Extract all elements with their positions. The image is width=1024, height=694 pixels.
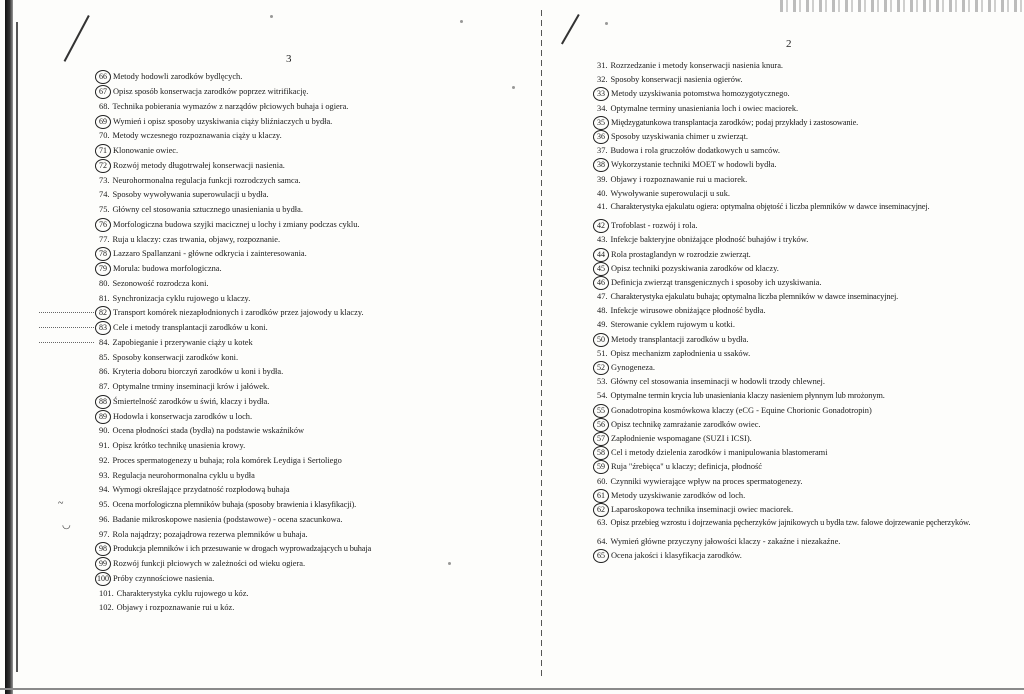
- question-item: [597, 59, 1017, 73]
- question-text: Ruja "źrebięca" u klaczy; definicja, płodność: [611, 462, 763, 472]
- question-text: Opisz mechanizm zapłodnienia u ssaków.: [610, 348, 751, 358]
- question-item: [99, 336, 537, 351]
- circled-question-number: 56: [593, 418, 609, 432]
- question-number: 75.: [99, 205, 110, 215]
- question-item: [597, 489, 1017, 503]
- circled-question-number: 67: [95, 85, 111, 99]
- question-item: [99, 601, 537, 616]
- circled-question-number: 79: [95, 262, 111, 276]
- circled-question-number: 42: [593, 219, 609, 233]
- question-item: [597, 474, 1017, 488]
- question-text: Rola najądrzy; pozajądrowa rezerwa plemników u buhaja.: [112, 529, 308, 539]
- question-item: [99, 454, 537, 469]
- circled-question-number: 76: [95, 218, 111, 232]
- question-text: Śmiertelność zarodków u świń, klaczy i bydła.: [113, 396, 270, 406]
- question-number: 32.: [597, 75, 608, 85]
- question-item: [597, 535, 1017, 549]
- scan-speck: [512, 86, 515, 89]
- question-text: Lazzaro Spallanzani - główne odkrycia i zainteresowania.: [113, 249, 307, 259]
- question-number: 41.: [597, 201, 608, 211]
- question-item: [99, 321, 537, 336]
- question-item: [597, 144, 1017, 158]
- question-item: [99, 114, 537, 129]
- question-text: Charakterystyka cyklu rujowego u kóz.: [116, 588, 249, 598]
- question-item: [597, 116, 1017, 130]
- question-item: [99, 159, 537, 174]
- circled-question-number: 62: [593, 503, 609, 517]
- question-item: [597, 187, 1017, 201]
- question-item: [597, 517, 1017, 535]
- circled-question-number: 36: [593, 130, 609, 144]
- page-number-right: 2: [786, 38, 792, 50]
- question-text: Proces spermatogenezy u buhaja; rola komórek Leydiga i Sertoliego: [112, 455, 342, 465]
- question-number: 95.: [99, 500, 110, 510]
- question-text: Infekcje bakteryjne obniżające płodność buhajów i tryków.: [610, 235, 809, 245]
- scan-noise: [780, 0, 1024, 12]
- margin-mark: ◡: [62, 520, 71, 531]
- question-text: Budowa i rola gruczołów dodatkowych u samców.: [610, 146, 780, 156]
- question-item: [597, 318, 1017, 332]
- question-item: [597, 201, 1017, 219]
- question-number: 60.: [597, 476, 608, 486]
- scan-speck: [460, 20, 463, 23]
- question-text: Główny cel stosowania sztucznego unasieniania u bydła.: [112, 205, 303, 215]
- question-item: [597, 549, 1017, 563]
- margin-dotted-mark: [39, 342, 94, 343]
- question-item: [99, 395, 537, 410]
- question-number: 86.: [99, 367, 110, 377]
- question-item: [99, 203, 537, 218]
- question-number: 47.: [597, 292, 608, 302]
- question-text: Opisz technikę zamrażanie zarodków owiec.: [611, 419, 761, 429]
- binding-line: [16, 22, 18, 672]
- circled-question-number: 46: [593, 276, 609, 290]
- question-item: [597, 333, 1017, 347]
- question-text: Sposoby konserwacji nasienia ogierów.: [610, 75, 743, 85]
- question-number: 68.: [99, 101, 110, 111]
- circled-question-number: 83: [95, 321, 111, 335]
- question-text: Główny cel stosowania inseminacji w hodowli trzody chlewnej.: [610, 377, 825, 387]
- question-number: 51.: [597, 348, 608, 358]
- question-item: [597, 130, 1017, 144]
- question-item: [597, 87, 1017, 101]
- question-text: Synchronizacja cyklu rujowego u klaczy.: [112, 293, 251, 303]
- question-text: Technika pobierania wymazów z narządów płciowych buhaja i ogiera.: [112, 101, 349, 111]
- question-item: [597, 262, 1017, 276]
- question-text: Morula: budowa morfologiczna.: [113, 264, 222, 274]
- question-number: 40.: [597, 188, 608, 198]
- question-text: Laparoskopowa technika inseminacji owiec maciorek.: [611, 504, 794, 514]
- question-text: Opisz sposób konserwacja zarodków poprzez witrifikację.: [113, 87, 309, 97]
- scan-speck: [270, 15, 273, 18]
- circled-question-number: 100: [95, 572, 111, 586]
- pen-mark: [561, 14, 579, 44]
- circled-question-number: 59: [593, 460, 609, 474]
- scan-speck: [448, 562, 451, 565]
- question-number: 34.: [597, 103, 608, 113]
- page-gutter: [541, 10, 542, 680]
- question-text: Metody hodowli zarodków bydlęcych.: [113, 72, 243, 82]
- question-text: Rozrzedzanie i metody konserwacji nasienia knura.: [610, 61, 784, 71]
- question-item: [99, 129, 537, 144]
- circled-question-number: 71: [95, 144, 111, 158]
- question-number: 54.: [597, 391, 608, 401]
- question-item: [99, 232, 537, 247]
- page-bottom-edge: [0, 688, 1024, 690]
- pen-mark: [64, 15, 90, 62]
- question-item: [99, 306, 537, 321]
- question-text: Próby czynnościowe nasienia.: [113, 573, 215, 583]
- question-item: [99, 557, 537, 572]
- question-item: [597, 361, 1017, 375]
- circled-question-number: 88: [95, 395, 111, 409]
- circled-question-number: 38: [593, 158, 609, 172]
- question-text: Optymalne terminy unasieniania loch i owiec maciorek.: [610, 103, 799, 113]
- question-item: [99, 439, 537, 454]
- question-text: Badanie mikroskopowe nasienia (podstawowe) - ocena szacunkowa.: [112, 514, 343, 524]
- question-number: 90.: [99, 426, 110, 436]
- question-text: Cele i metody transplantacji zarodków u koni.: [113, 323, 268, 333]
- question-text: Ocena płodności stada (bydła) na podstawie wskaźników: [112, 426, 305, 436]
- question-text: Ruja u klaczy: czas trwania, objawy, rozpoznanie.: [112, 234, 281, 244]
- question-text: Międzygatunkowa transplantacja zarodków; podaj przykłady i zastosowanie.: [611, 117, 859, 127]
- question-text: Sposoby uzyskiwania chimer u zwierząt.: [611, 132, 748, 142]
- question-item: [99, 85, 537, 100]
- circled-question-number: 82: [95, 306, 111, 320]
- question-text: Ocena jakości i klasyfikacja zarodków.: [611, 551, 742, 561]
- question-item: [597, 446, 1017, 460]
- question-text: Hodowla i konserwacja zarodków u loch.: [113, 411, 253, 421]
- question-item: [99, 513, 537, 528]
- question-number: 64.: [597, 537, 608, 547]
- question-item: [99, 291, 537, 306]
- question-number: 93.: [99, 470, 110, 480]
- question-text: Optymalne termin krycia lub unasieniania klaczy nasieniem płynnym lub mrożonym.: [610, 391, 885, 401]
- question-text: Objawy i rozpoznawanie rui u maciorek.: [610, 174, 748, 184]
- question-text: Rozwój funkcji płciowych w zależności od wieku ogiera.: [113, 559, 306, 569]
- question-item: [99, 247, 537, 262]
- question-item: [597, 102, 1017, 116]
- question-item: [99, 144, 537, 159]
- question-item: [597, 290, 1017, 304]
- question-list-right: [597, 59, 1017, 564]
- question-item: [597, 432, 1017, 446]
- question-text: Sposoby wywoływania superowulacji u bydła.: [112, 190, 269, 200]
- question-text: Charakterystyka ejakulatu buhaja; optymalna liczba plemników w dawce inseminacyjnej.: [610, 292, 899, 302]
- question-item: [99, 527, 537, 542]
- circled-question-number: 78: [95, 247, 111, 261]
- question-item: [597, 158, 1017, 172]
- question-number: 97.: [99, 529, 110, 539]
- question-item: [597, 460, 1017, 474]
- question-number: 48.: [597, 306, 608, 316]
- question-number: 102.: [99, 603, 114, 613]
- question-text: Neurohormonalna regulacja funkcji rozrodczych samca.: [112, 175, 301, 185]
- circled-question-number: 65: [593, 549, 609, 563]
- circled-question-number: 35: [593, 116, 609, 130]
- circled-question-number: 52: [593, 361, 609, 375]
- circled-question-number: 99: [95, 557, 111, 571]
- question-item: [597, 418, 1017, 432]
- question-item: [99, 188, 537, 203]
- circled-question-number: 55: [593, 404, 609, 418]
- circled-question-number: 66: [95, 70, 111, 84]
- question-item: [597, 375, 1017, 389]
- question-item: [597, 503, 1017, 517]
- question-text: Optymalne trminy inseminacji krów i jałówek.: [112, 382, 270, 392]
- circled-question-number: 33: [593, 87, 609, 101]
- circled-question-number: 58: [593, 446, 609, 460]
- question-item: [99, 572, 537, 587]
- question-text: Infekcje wirusowe obniżające płodność bydła.: [610, 306, 766, 316]
- question-item: [597, 233, 1017, 247]
- question-number: 87.: [99, 382, 110, 392]
- question-text: Cel i metody dzielenia zarodków i manipulowania blastomerami: [611, 448, 828, 458]
- question-text: Zapłodnienie wspomagane (SUZI i ICSI).: [611, 433, 752, 443]
- circled-question-number: 98: [95, 542, 111, 556]
- question-item: [597, 276, 1017, 290]
- question-text: Wymień i opisz sposoby uzyskiwania ciąży bliźniaczych u bydła.: [113, 116, 333, 126]
- scan-speck: [605, 22, 608, 25]
- question-item: [99, 350, 537, 365]
- question-text: Charakterystyka ejakulatu ogiera: optymalna objętość i liczba plemników w dawce inseminacyjnej.: [610, 201, 930, 211]
- question-item: [99, 173, 537, 188]
- question-item: [99, 483, 537, 498]
- question-text: Opisz krótko technikę unasienia krowy.: [112, 441, 246, 451]
- binding-shadow: [5, 0, 13, 694]
- question-item: [597, 173, 1017, 187]
- question-number: 81.: [99, 293, 110, 303]
- question-text: Czynniki wywierające wpływ na proces spermatogenezy.: [610, 476, 803, 486]
- question-text: Gynogeneza.: [611, 363, 655, 373]
- question-text: Objawy i rozpoznawanie rui u kóz.: [116, 603, 235, 613]
- margin-dotted-mark: [39, 312, 94, 313]
- question-number: 63.: [597, 518, 608, 527]
- question-number: 74.: [99, 190, 110, 200]
- circled-question-number: 45: [593, 262, 609, 276]
- question-number: 31.: [597, 61, 608, 71]
- question-item: [597, 73, 1017, 87]
- question-item: [99, 498, 537, 513]
- question-item: [597, 404, 1017, 418]
- question-number: 37.: [597, 146, 608, 156]
- question-number: 85.: [99, 352, 110, 362]
- question-text: Metody uzyskiwanie zarodków od loch.: [611, 490, 746, 500]
- circled-question-number: 69: [95, 115, 111, 129]
- question-text: Wymogi określające przydatność rozpłodową buhaja: [112, 485, 290, 495]
- question-item: [99, 424, 537, 439]
- question-text: Produkcja plemników i ich przesuwanie w drogach wyprowadzających u buhaja: [113, 544, 372, 554]
- question-item: [99, 542, 537, 557]
- question-text: Zapobieganie i przerywanie ciąży u kotek: [112, 337, 253, 347]
- question-number: 43.: [597, 235, 608, 245]
- margin-mark: ~: [58, 498, 64, 509]
- question-number: 80.: [99, 278, 110, 288]
- question-text: Rozwój metody długotrwałej konserwacji nasienia.: [113, 160, 285, 170]
- question-item: [597, 219, 1017, 233]
- page-number-left: 3: [286, 53, 292, 65]
- question-list-left: [99, 70, 537, 616]
- question-text: Klonowanie owiec.: [113, 146, 179, 156]
- question-text: Opisz techniki pozyskiwania zarodków od klaczy.: [611, 263, 779, 273]
- question-text: Metody wczesnego rozpoznawania ciąży u klaczy.: [112, 131, 282, 141]
- question-number: 94.: [99, 485, 110, 495]
- question-number: 53.: [597, 377, 608, 387]
- question-number: 77.: [99, 234, 110, 244]
- question-text: Gonadotropina kosmówkowa klaczy (eCG - Equine Chorionic Gonadotropin): [611, 405, 872, 415]
- question-number: 73.: [99, 175, 110, 185]
- circled-question-number: 50: [593, 333, 609, 347]
- question-item: [99, 100, 537, 115]
- question-text: Wymień główne przyczyny jałowości klaczy - zakaźne i niezakaźne.: [610, 537, 841, 547]
- question-number: 70.: [99, 131, 110, 141]
- question-text: Transport komórek niezapłodnionych i zarodków przez jajowody u klaczy.: [113, 308, 364, 318]
- question-number: 96.: [99, 514, 110, 524]
- question-text: Trofoblast - rozwój i rola.: [611, 221, 698, 231]
- question-text: Ocena morfologiczna plemników buhaja (sposoby brawienia i klasyfikacji).: [112, 500, 357, 510]
- question-item: [99, 409, 537, 424]
- question-number: 92.: [99, 455, 110, 465]
- question-number: 91.: [99, 441, 110, 451]
- question-number: 84.: [99, 337, 110, 347]
- question-number: 49.: [597, 320, 608, 330]
- question-text: Kryteria doboru biorczyń zarodków u koni i bydła.: [112, 367, 284, 377]
- question-number: 101.: [99, 588, 114, 598]
- question-item: [99, 380, 537, 395]
- question-item: [597, 347, 1017, 361]
- question-text: Opisz przebieg wzrostu i dojrzewania pęcherzyków jajnikowych u bydła tzw. falowe dojrzewanie pęcherzyków.: [610, 518, 971, 527]
- circled-question-number: 61: [593, 489, 609, 503]
- question-item: [99, 218, 537, 233]
- question-text: Metody transplantacji zarodków u bydła.: [611, 334, 749, 344]
- question-text: Rola prostaglandyn w rozrodzie zwierząt.: [611, 249, 751, 259]
- question-text: Wykorzystanie techniki MOET w hodowli bydła.: [611, 160, 777, 170]
- question-text: Sposoby konserwacji zarodków koni.: [112, 352, 239, 362]
- circled-question-number: 44: [593, 248, 609, 262]
- circled-question-number: 89: [95, 410, 111, 424]
- circled-question-number: 72: [95, 159, 111, 173]
- question-item: [99, 468, 537, 483]
- question-item: [597, 389, 1017, 403]
- question-item: [597, 247, 1017, 261]
- question-item: [99, 70, 537, 85]
- question-item: [99, 365, 537, 380]
- question-text: Sezonowość rozrodcza koni.: [112, 278, 209, 288]
- question-item: [597, 304, 1017, 318]
- question-text: Wywoływanie superowulacji u suk.: [610, 188, 730, 198]
- circled-question-number: 57: [593, 432, 609, 446]
- question-text: Regulacja neurohormonalna cyklu u bydła: [112, 470, 255, 480]
- question-item: [99, 586, 537, 601]
- question-text: Metody uzyskiwania potomstwa homozygotycznego.: [611, 89, 790, 99]
- question-text: Morfologiczna budowa szyjki macicznej u lochy i zmiany podczas cyklu.: [113, 219, 360, 229]
- question-text: Definicja zwierząt transgenicznych i sposoby ich uzyskiwania.: [611, 277, 822, 287]
- question-item: [99, 277, 537, 292]
- question-number: 39.: [597, 174, 608, 184]
- question-item: [99, 262, 537, 277]
- margin-dotted-mark: [39, 327, 94, 328]
- question-text: Sterowanie cyklem rujowym u kotki.: [610, 320, 735, 330]
